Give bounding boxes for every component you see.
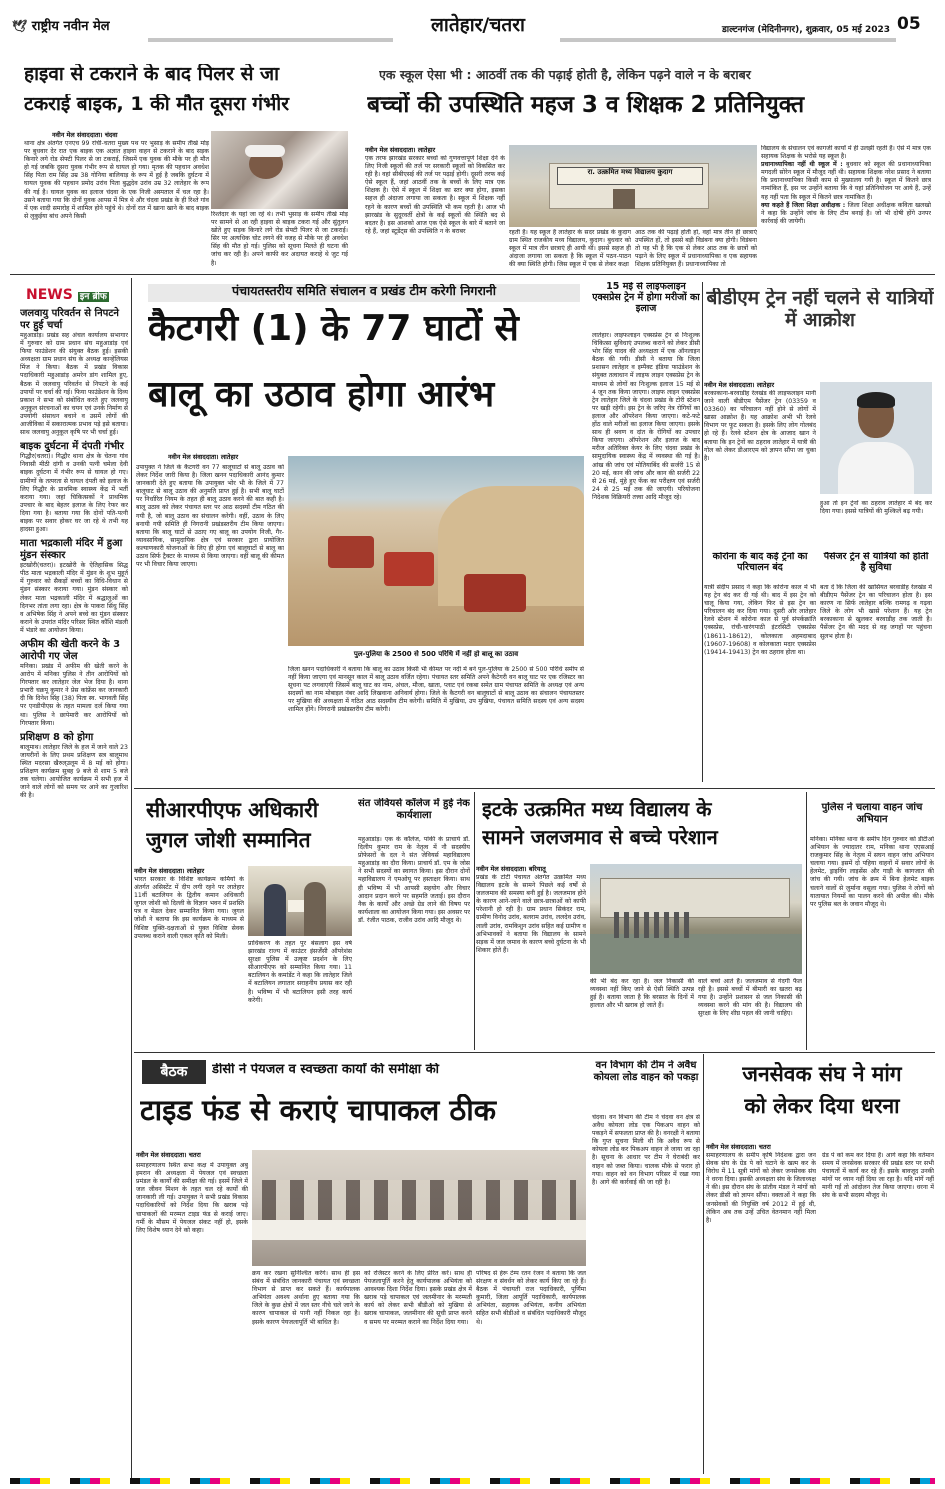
a10-body-1: समाहरणालय स्थित सभा कक्ष में उपायुक्त अबु इमरान की अध्यक्षता में पेयजल एवं स्वच्छता प्रमंडल के कार्यों की समीक्षा की गई। इसमें जिले में जल जीवन मिशन के तहत चल रहे कार्यों की जानकारी ली गई। उपायुक्त ने सभी प्रखंड विकास पदाधिकारियों को निर्देश दिया कि खराब पड़े चापाकलों की मरम्मत टाइड फंड से कराई जाए। गर्मी के मौसम में पेयजल संकट नहीं हो, इसके लिए विशेष ध्यान देने को कहा। bbox=[136, 1162, 248, 1234]
a10-body-3: को रजिस्टर करने के लिए प्रेरित करें। साथ ही पेयजलापूर्ति करने हेतु कार्यपालक अभियंता को आवश्यक दिशा निर्देश दिया। इसके प्रखंड क्षेत्र में खराब पड़े चापाकल एवं जलमीनार के मरम्मती कार्य को लेकर सभी बीडीओ को मुखिया से खराब चापाकल, जलमीनार की सूची प्राप्त करने व समय पर मरम्मत कराने का निर्देश दिया गया। bbox=[364, 1270, 472, 1326]
a5-body-4: बता दें कि जिला की खासियत बरवाडीह रेलखंड में बीडीएम पैसेंजर ट्रेन का परिचालन होता है। इस कारण ना सिर्फ लातेहार बल्कि रामगढ़ व गढ़वा जिले के लोग भी खासे परेशान हैं। यह ट्रेन बरकाकाना से खुलकर बरवाडीह तक जाती है। पैसेंजर ट्रेन की मदद से वह जगहों पर पहुंचना सुलभ होता है। bbox=[820, 584, 932, 640]
brief-items bbox=[20, 304, 128, 1474]
a3-byline: नवीन मेल संवाददाता। लातेहार bbox=[168, 453, 239, 461]
dateline: डाल्टनगंज (मेदिनीनगर), शुक्रवार, 05 मई 2023 bbox=[721, 25, 890, 35]
a2-body-1: एक तरफ झारखंड सरकार बच्चों को गुणवत्तापूर्ण शिक्षा देने के लिए निजी स्कूलों की तर्ज पर सरकारी स्कूलों को विकसित कर रही है। वहां सीबीएसई की तर्ज पर पढ़ाई होगी। दूसरी तरफ कई ऐसे स्कूल हैं, जहां आठवीं तक के बच्चों के लिए मात्र एक शिक्षक है। ऐसे में स्कूल में शिक्षा का स्तर क्या होगा, इसका सहज ही अंदाजा लगाया जा सकता है। स्कूल में शिक्षक नहीं रहने के कारण बच्चों की उपस्थिति भी कम रहती है। आज भी झारखंड के सुदूरवर्ती क्षेत्रों के कई स्कूलों की स्थिति बद से बदतर है। इस आशको आज एक ऐसे स्कूल के बारे में बताने जा रहे हैं, जहां स्टूडेंट्स की उपस्थिति न के बराबर bbox=[365, 155, 505, 235]
rule-top-section bbox=[10, 274, 935, 275]
photo-bandage bbox=[245, 145, 285, 157]
photo-children bbox=[614, 912, 694, 938]
a5-sub-1: कोरोना के बाद कई ट्रेनों का परिचालन बंद bbox=[712, 552, 808, 573]
photo-person-shirt bbox=[838, 442, 914, 494]
a10-tag: बैठक bbox=[142, 1060, 206, 1084]
a2-body-2: रहती है। यह स्कूल है लातेहार के सदर प्रखंड के कुदाग ग्राम स्थित राजकीय मध्य विद्यालय, कुदाग। बुधवार को स्कूल में मात्र तीन छात्राएं ही आयी थीं। इससे सहज ही अंदाजा लगाया जा सकता है कि स्कूल में पठन-पाठन की क्या स्थिति होगी। जिस स्कूल में एक से लेकर कक्षा bbox=[509, 229, 631, 269]
a2-body-6: जिला शिक्षा अधीक्षक कविता खलखो ने कहा कि उन्होंने जांच के लिए टीम बनाई है। जो भी दोषी होंगे उनपर कार्रवाई की जायेगी। bbox=[761, 201, 931, 225]
brief-5-headline: प्रशिक्षण 8 को होगा bbox=[20, 731, 94, 743]
news-brief-logo bbox=[26, 284, 126, 302]
photo-attendees bbox=[262, 1180, 576, 1220]
a4-body: लातेहार। लाइफलाइन एक्सप्रेस ट्रेन से निःशुल्क चिकित्सा सुविधाएं उपलब्ध कराने को लेकर डीसी भोर सिंह यादव की अध्यक्षता में एक ऑनलाइन बैठक की गयी। डीसी ने बताया कि जिला प्रशासन लातेहार व इम्पैक्ट इंडिया फाउंडेशन के संयुक्त तत्वाधान में लाइफ लाइन एक्सप्रेस ट्रेन के माध्यम से लोगों का निःशुल्क इलाज 15 मई से 4 जून तक किया जाएगा। लाइफ लाइन एक्सप्रेस ट्रेन लातेहार जिले के चंदवा प्रखंड के टोरी स्टेशन पर खड़ी रहेगी। इस ट्रेन के जरिए नेत्र रोगियों का इलाज और ऑपरेशन किया जाएगा। कटे-फटे होंठ वाले मरीजों का इलाज किया जाएगा। इसके साथ ही श्रवण व दांत के रोगियों का उपचार किया जाएगा। ऑपरेशन और इलाज के बाद मरीज अतिरिक्त केयर के लिए चंदवा प्रखंड के सामुदायिक स्वास्थ्य केंद्र में व्यवस्था की गई है। आंख की जांच एवं मोतियाबिंद की सर्जरी 15 से 20 मई, कान की जांच और कान की सर्जरी 22 से 26 मई, मुंहे हुए फेंक का परीक्षण एवं सर्जरी 24 से 25 मई तक की जाएगी। परियोजना निदेशक विक्रियरी तत्त्वा आदि मौजूद रहे। bbox=[592, 332, 700, 501]
a3-headline-1: कैटगरी (1) के 77 घाटों से bbox=[148, 308, 519, 349]
photo-tractor-1 bbox=[328, 536, 374, 568]
a6-headline-2: जुगल जोशी सम्मानित bbox=[146, 828, 311, 852]
photo-person-hair bbox=[857, 392, 895, 408]
a5-photo-passenger bbox=[820, 382, 932, 494]
article-sand-ghats bbox=[134, 278, 589, 786]
photo-officer-2 bbox=[304, 882, 326, 936]
a3-photo-caption: पुल-पुलिया के 2500 से 500 परिधि में नहीं हो बालू का उठाव bbox=[353, 650, 519, 658]
a6-photo-ceremony bbox=[248, 866, 352, 936]
photo-officer-1 bbox=[264, 884, 286, 936]
article-bike-accident bbox=[10, 48, 350, 272]
photo-table bbox=[252, 1220, 586, 1240]
a10-kicker: डीसी ने पेयजल व स्वच्छता कार्यों की समीक्षा की bbox=[212, 1063, 440, 1077]
a10-body-2: क्रय कर रखना सुनिश्चित करेंगे। साथ ही इस संबंध में संबंधित जानकारी पंचायत एवं स्वच्छता विभाग से प्राप्त कर सकते हैं। कार्यपालक अभियंता अवश्य अर्थाना हुए बताया गया कि जिले के कुछ क्षेत्रों में जल स्तर नीचे चले जाने के कारण चापाकल से पानी नहीं निकल रहा है। इसके कारण पेयजलापूर्ति भी बाधित है। bbox=[252, 1270, 360, 1326]
a11-headline: वन विभाग की टीम ने अवैध कोयला लोड वाहन को पकड़ा bbox=[593, 1060, 699, 1083]
a10-headline: टाइड फंड से कराएं चापाकल ठीक bbox=[140, 1094, 496, 1127]
rule-waterlog bbox=[806, 792, 807, 1050]
a8-photo-school-pond bbox=[590, 864, 802, 974]
page-number: 05 bbox=[897, 14, 921, 34]
a5-body-2: हुआ तो इन ट्रेनों का ठहराव लातेहार में बंद कर दिया गया। इससे यात्रियों की मुश्किलें बढ़ गयी। bbox=[820, 500, 932, 516]
a12-byline: नवीन मेल संवाददाता। चतरा bbox=[706, 1143, 771, 1151]
a10-photo-meeting bbox=[252, 1150, 586, 1266]
a2-kicker: एक स्कूल ऐसा भी : आठवीं तक की पढ़ाई होती है, लेकिन पढ़ने वाले न के बराबर bbox=[379, 68, 751, 82]
a9-headline: पुलिस ने चलाया वाहन जांच अभियान bbox=[821, 802, 923, 825]
article-lifeline-express bbox=[590, 282, 702, 782]
section-title: लातेहार/चतरा bbox=[431, 14, 525, 36]
article-bdm-train bbox=[704, 282, 935, 782]
a9-body: मनिका। मनिका थाना के समीप दिन गुरुवार को डीटीओ अभियान के ज्यादातर राम, मनिका थाना एएसआई राजकुमार सिंह के नेतृत्व में सघन वाहन जांच अभियान चलाया गया। इसमें दो पहिया वाहनों में सवार लोगों के हेलमेट, ड्राइविंग लाइसेंस और गाड़ी के कागजात की जांच की गयी। जांच के क्रम में बिना हेलमेट बाइक चलाने वालों से जुर्माना वसूला गया। पुलिस ने लोगों को यातायात नियमों का पालन करने की अपील की। मौके पर पुलिस बल के जवान मौजूद थे। bbox=[810, 836, 934, 908]
a6-headline-1: सीआरपीएफ अधिकारी bbox=[146, 798, 319, 822]
brief-3-headline: माता भद्रकाली मंदिर में हुआ मुंडन संस्कार bbox=[20, 538, 123, 562]
school-sign: रा. उत्क्रमित मध्य विद्यालय कुदाग bbox=[557, 167, 703, 185]
rule-lifeline bbox=[702, 282, 703, 782]
rule-xaviers bbox=[474, 792, 475, 1050]
a3-headline-2: बालू का उठाव होगा आरंभ bbox=[148, 374, 495, 415]
a12-body-2: ग्रेड पे को कम कर दिया है। आगे कहा कि वर्तमान समय में जनसेवक सरकार की प्रखंड स्तर पर सभी पंचायतों में कार्य कर रहे हैं। इसके बावजूद उनकी मांगों पर ध्यान नहीं दिया जा रहा है। यदि मांगें नहीं मानी गईं तो आंदोलन तेज किया जाएगा। धरना में संघ के सभी सदस्य मौजूद थे। bbox=[822, 1152, 934, 1200]
brief-3-body: इटखोरी(चतरा)। इटखोरी के ऐतिहासिक सिद्ध पीठ माता भद्रकाली मंदिर में मुंडन के शुभ मुहूर्त में गुरुवार को सैकड़ों बच्चों का विधि-विधान से मुंडन संस्कार कराया गया। मुंडन संस्कार को लेकर माता भद्रकाली मंदिर में श्रद्धालुओं का दिनभर तांता लगा रहा। क्षेत्र के पाकरा सिंधु सिंह व अभिषेक सिंह ने अपने बच्चे का मुंडन संस्कार कराने के उपरांत मंदिर परिसर स्थित कौशि मंडली में भंडारे का आयोजन किया। bbox=[20, 562, 128, 634]
a3-body-2: जिला खनन पदाधिकारी ने बताया कि बालू का उठाव किसी भी कीमत पर नदी में बने पुल-पुलिया के 2500 से 500 परिधि समीप से नहीं किया जाएगा एवं मानसून काल में बालू उठाव वर्जित रहेगा। पंचायत स्तर समिति अपने कैटेगरी वन बालू घाट पर एक रजिस्टर का सूचना पट लगवाएगी जिसमें बालू घाट का नाम, अंचल, मौजा, खाता, प्लाट एवं रकबा समेत ग्राम पंचायत समिति के अध्यक्ष एवं अन्य सदस्यों का नाम मोबाइल नंबर आदि लिखवाना अनिवार्य होगा। जिले के कैटगरी वन बालूघाटों से बालू उठाव का संचालन पंचायतस्तर पर मुखिया की अध्यक्षता में गठित आठ सदस्यीय टीम करेगी। समिति में मुखिया, उप मुखिया, पंचायत समिति सदस्य एवं अन्य सदस्य शामिल होंगे। निगरानी प्रखंडस्तरीय टीम करेगी। bbox=[288, 666, 584, 714]
photo-certificate bbox=[288, 900, 304, 912]
a12-body-1: समाहरणालय के समीप कृषि निदेशक द्वारा जन सेवक संघ के ग्रेड पे को घटाने के खत्म कर के विरोध में 11 सूत्री मांगों को लेकर जनसेवक संघ ने धरना दिया। इसकी अध्यक्षता संघ के जिलाध्यक्ष ने की। इस दौरान संघ के प्रांतीय मंडल ने मांगों को लेकर डीसी को ज्ञापन सौंपा। वक्ताओं ने कहा कि जनसेवकों की नियुक्ति वर्ष 2012 में हुई थी, लेकिन अब तक उन्हें उचित वेतनमान नहीं मिला है। bbox=[706, 1152, 816, 1224]
brief-2-headline: बाइक दुर्घटना में दंपती गंभीर bbox=[20, 441, 124, 453]
a5-byline: नवीन मेल संवाददाता। लातेहार bbox=[704, 381, 775, 389]
a5-sub-2: पैसेंजर ट्रेन से यात्रियों को होती है सुविधा bbox=[823, 552, 929, 573]
article-dc-review bbox=[134, 1054, 589, 1474]
a1-byline: नवीन मेल संवाददाता। चंदवा bbox=[52, 131, 118, 139]
a6-body-2: प्राधिकरण के तहत पुर बंसलाग इस वर्ष झारखंड राज्य में काउंटर इंसर्जेंसी ऑपरेशंस सुरक्षा पुलिस में उत्कृष्ट प्रदर्शन के लिए सीआरपीएफ को सम्मानित किया गया। 11 बटालियन के कमांडेंट ने कहा कि लातेहार जिले में बटालियन लगातार सराहनीय प्रयास कर रही है। भविष्य में भी बटालियन इसी तरह कार्य करेगी। bbox=[248, 940, 352, 1004]
masthead-logo bbox=[12, 16, 182, 36]
a1-body-2: रिश्तेदार के यहां जा रहे थे। तभी भुसाड़ के समीप तीखे मोड़ पर सामने से आ रही हाइवा से बाइक टकरा गई और सुंतुलन खोते हुए सड़क किनारे लगे रोड सेफ्टी पिलर से जा टकराई। सिर पर अत्यधिक चोट लगने की वजह से मौके पर ही अवधेश सिंह की मौत हो गई। पुलिस को सूचना मिलते ही घटना की जांच कर रही है। अपने काफी कर अदायत कराहे थे जुट गई है। bbox=[211, 211, 348, 267]
news-logo-sub: इन ब्रीफ bbox=[79, 292, 107, 302]
a3-body-1: उपायुक्त ने जिले के कैटगरी वन 77 बालूघाटों से बालू उठाव को लेकर निर्देश जारी किया है। जिला खनन पदाधिकारी आनंद कुमार जानकारी देते हुए बताया कि उपायुक्त भोर भी के जिले में 77 बालूघाट से बालू उठाव की अनुमति प्राप्त हुई है। सभी बालू घाटों पर निर्धारित नियम के तहत ही बालू उठाव करने की बात कही है। बालू उठाव को लेकर पंचायत स्तर पर आठ सदस्यों टीम गठित की गयी है, जो बालू उठाव का संचालन करेगी। वहीं, उठाव के लिए बनायी गयी समिति ही निगरानी प्रखंडस्तरीय टीम किया जाएगा। बताया कि बालू घाटों से उठाए गए बालू का उपयोग निजी, गैर-व्यावसायिक, सामुदायिक क्षेत्र एवं सरकार द्वारा प्रायोजित कल्याणकारी योजनाओं के लिए ही होगा एवं बालूघाटों से बालू का उठाव सिर्फ ट्रैक्टर के माध्यम से किया जाएगा। वहीं बालू की कीमत पर भी विचार किया जाएगा। bbox=[136, 464, 284, 569]
paper-name: राष्ट्रीय नवीन मेल bbox=[31, 19, 110, 34]
a4-headline: 15 मई से लाइफलाइन एक्सप्रेस ट्रेन में होगा मरीजों का इलाज bbox=[592, 282, 700, 314]
article-school-attendance bbox=[355, 48, 935, 274]
a6-body-1: भारत सरकार के विशिष्ट कार्यक्रम कर्मियों के अंतर्गत असिस्टेंट में दीप लगी रहने पर लातेहार 11वीं बटालियन के द्वितीय कमान अधिकारी जुगल जोशी को दिल्ली के विज्ञान भवन में प्रशस्ति पत्र व मेडल देकर सम्मानित किया गया। जुगल जोशी ने बताया कि इस कार्यक्रम के माध्यम से विशिष्ट युक्ति-दक्षताओं से युक्त विशिष्ट सेवक उपलब्ध कराने वाली एकल कृति को मिली। bbox=[134, 876, 244, 940]
a2-sub-2: क्या कहते हैं जिला शिक्षा अधीक्षक : bbox=[761, 201, 846, 209]
a2-body-3: आठ तक की पढ़ाई होती हो, वहां मात्र तीन ही छात्राएं उपस्थित हों, तो इससे बड़ी विडंबना क्या होगी। विडंबना तो यह भी है कि एक से लेकर आठ तक के छात्रों को पढ़ाने के लिए स्कूल में प्रधानाध्यापिका व एक सहायक शिक्षक प्रतिनियुक्त हैं। प्रधानाध्यापिका तो bbox=[635, 229, 757, 269]
brief-2-body: गिद्धौर(चतरा)। गिद्धौर थाना क्षेत्र के चेतना गांव निवासी मीठी दांगी व उनकी पत्नी चमेला देवी बाइक दुर्घटना में गंभीर रूप से घायल हो गए। ग्रामीणों के तत्परता से घायल दंपती को इलाज के लिए गिद्धौर के प्राथमिक स्वास्थ्य केंद्र में भर्ती कराया गया। जहां चिकित्सकों ने प्राथमिक उपचार के बाद बेहतर इलाज के लिए रेफर कर दिया गया है। बताया गया कि दोनों पति-पत्नी बाइक पर सवार होकर घर जा रहे थे तभी यह हादसा हुआ। bbox=[20, 453, 128, 534]
photo-tractor-3 bbox=[464, 574, 526, 612]
masthead-bar-right bbox=[560, 38, 896, 42]
a10-body-4: परिषद से हेरू टेम्प रतन रंजन ने बताया कि जल संरक्षण व संवर्धन को लेकर कार्य किए जा रहे हैं। बैठक में पंचायती राज पदाधिकारी, पूर्णिमा कुमारी, जिला आपूर्ति पदाधिकारी, कार्यपालक अभियंता, सहायक अभियंता, कनीय अभियंता सहित सभी बीडीओ व संबंधित पदाधिकारी मौजूद थे। bbox=[476, 1270, 586, 1326]
a12-headline-2: को लेकर दिया धरना bbox=[744, 1094, 900, 1118]
a2-photo-school bbox=[509, 145, 757, 227]
a10-byline: नवीन मेल संवाददाता। चतरा bbox=[136, 1151, 201, 1159]
footer-strip bbox=[10, 1478, 935, 1484]
photo-tractor-2 bbox=[384, 552, 434, 586]
a1-headline-2: टकराई बाइक, 1 की मौत दूसरा गंभीर bbox=[24, 94, 290, 115]
a2-byline: नवीन मेल संवाददाता। लातेहार bbox=[365, 146, 436, 154]
article-waterlogging bbox=[476, 792, 804, 1050]
a12-headline-1: जनसेवक संघ ने मांग bbox=[742, 1062, 902, 1086]
article-forest-coal bbox=[592, 1054, 702, 1474]
a5-headline: बीडीएम ट्रेन नहीं चलने से यात्रियों में आक्रोश bbox=[706, 288, 934, 331]
article-st-xaviers bbox=[358, 792, 472, 1050]
masthead bbox=[0, 0, 945, 42]
a7-headline: संत जेवियर्स कॉलेज में हुई नेक कार्यशाला bbox=[358, 798, 470, 821]
a2-headline: बच्चों की उपस्थिति महज 3 व शिक्षक 2 प्रतिनियुक्त bbox=[367, 92, 805, 118]
a5-body-1: बरकाकाना-बरवाडीह रेलखंड की लाइफलाइन मानी जाने वाली बीडीएम पैसेंजर ट्रेन (03359 व 03360) का परिचालन नहीं होने से लोगों में खासा आक्रोश है। यह आक्रोश अभी भी रेलवे विभाग पर फूट सकता है। इसके लिए लोग गोलबंद हो रहे हैं। रेलवे स्टेशन क्षेत्र के आजाद खान ने बताया कि इन ट्रेनों का ठहराव लातेहार में यात्री की गोल को लेकर डीआरएम को ज्ञापन सौंपा जा चुका है। bbox=[704, 390, 816, 462]
a5-body-3: यात्री संदीप प्रसाद ने कहा कि कोरोना काल में भी यह ट्रेन बंद कर दी गई थी। बाद में इस ट्रेन को चालू किया गया, लेकिन फिर से इस ट्रेन का परिचालन बंद कर दिया गया। दूसरी ओर लातेहार रेलवे स्टेशन में कोरोना काल से पूर्व संपर्कक्रांति एक्सप्रेस, रांची-चारंगपाठी इंटरसिटी एक्सप्रेस (18611-18612), कोलकाता अहमदाबाद (19607-19608) व कोलकाता मदार एक्सप्रेस (19414-19413) ट्रेन का ठहराव होता था। bbox=[704, 584, 816, 656]
a2-body-5: बुधवार को स्कूल की प्रधानाध्यापिका मगदली सोरेन स्कूल में मौजूद नहीं थी। सहायक शिक्षक नरेश प्रसाद ने बताया कि प्रधानाध्यापिका किसी काम से मुख्यालय गयी है। स्कूल में कितने छात्र नामांकित हैं, इस पर उन्होंने बताया कि वे यहां प्रतिनियोजन पर आये हैं, उन्हें यह नहीं पता कि स्कूल में कितने छात्र नामांकित हैं। bbox=[761, 161, 931, 201]
a2-sub-1: प्रधानाध्यापिका नहीं थी स्कूल में : bbox=[761, 161, 843, 169]
bird-icon: 🕊 bbox=[12, 19, 28, 33]
masthead-bar-left bbox=[148, 38, 393, 42]
a7-body: महुआडांड़। एक के कॉलेज, पांकी के प्राचार्य डॉ. दिलीप कुमार राम के नेतृत्व में नौ सदस्यीय प्रोफेसरों के दल ने संत जेवियर्स महाविद्यालय महुआडांड़ का दौरा किया। प्राचार्य डॉ. एम के जोस ने सभी सदस्यों का स्वागत किया। इस दौरान दोनों महाविद्यालय ने एमओयू पर हस्ताक्षर किया। साथ ही भविष्य में भी आपसी सहयोग और विचार आदान प्रदान करने पर सहमति जताई। इस दौरान नैक के कार्यों और अच्छे ग्रेड लाने की विषय पर कार्यशाला का आयोजन किया गया। इस अवसर पर डॉ. रंजीत पाठक, राजीव उरांव आदि मौजूद थे। bbox=[358, 836, 470, 924]
a2-body-4 bbox=[761, 145, 931, 273]
brief-5-body: बालूमाथ। लातेहार जिले के हज में जाने वाले 23 जायरीनों के लिए प्रथम प्रशिक्षण सत्र बालूमाथ स्थित मदरसा खैरुल्उलूम में 8 मई को होगा। प्रशिक्षण कार्यक्रम सुबह 9 बजे से शाम 5 बजे तक चलेगा। आयोजित कार्यक्रम में सभी हज में जाने वाले लोगों को समय पर आने का गुजारिश की है। bbox=[20, 743, 128, 800]
a8-body-2: की भी बंद कर रहा है। जल निकासी की व्यवस्था नहीं किए जाने से ऐसी स्थिति उत्पन्न हुई है। बताया जाता है कि बरसात के दिनों में हालात और भी खराब हो जाते हैं। bbox=[590, 978, 694, 1010]
rule-forest bbox=[703, 1054, 704, 1474]
brief-1-body: महुआडांड़। प्रखंड सह अंचल कार्यालय सभागार में गुरुवार को ग्राम प्रधान संघ महुआडांड़ एवं फिया फाउंडेशन की संयुक्त बैठक हुई। इसकी अध्यक्षता ग्राम प्रधान संघ के अध्यक्ष कान्हेलियस मिंज ने किया। बैठक में प्रखंड विकास पदाधिकारी महुआडांड़ अमरेन डांग शामिल हुए, बैठक में जलवायु परिवर्तन से निपटने के कई उपायों पर चर्चा की गई। फिया फाउंडेशन के दिव्य प्रकाश ने सभा को संबोधित करते हुए जलवायु अनुकूल संरचनाओं का चयन एवं उनके निर्माण से उपयोगी संसाधन बचाने व उसमें लोगों की आजीविका में सकारात्मक प्रभाव पड़े इसे बताया। साथ जलवायु अनुकूल कृषि पर भी चर्चा हुई। bbox=[20, 332, 128, 437]
rule-brief-divider bbox=[131, 278, 132, 1478]
a8-headline-2: सामने जलजमाव से बच्चे परेशान bbox=[482, 826, 718, 849]
article-crpf-honour bbox=[134, 792, 354, 1050]
photo-school-door bbox=[613, 189, 635, 209]
a11-body: चंदवा। वन विभाग की टीम ने चंदवा वन क्षेत्र से अवैध कोयला लोड एक पिकअप वाहन को पकड़ने में सफलता प्राप्त की है। वनरक्षी ने बताया कि गुप्त सूचना मिली थी कि अवैध रूप से कोयला लोड कर पिकअप वाहन ले जाया जा रहा है। सूचना के आधार पर टीम ने घेराबंदी कर वाहन को जब्त किया। चालक मौके से फरार हो गया। वाहन को वन विभाग परिसर में रखा गया है। आगे की कार्रवाई की जा रही है। bbox=[592, 1114, 700, 1186]
rule-lower-section bbox=[134, 1052, 935, 1053]
a8-headline-1: इटके उत्क्रमित मध्य विद्यालय के bbox=[482, 798, 712, 821]
article-jansevak-dharna bbox=[706, 1054, 935, 1474]
a6-byline: नवीन मेल संवाददाता। लातेहार bbox=[134, 867, 205, 875]
a3-photo-tractors bbox=[288, 456, 584, 646]
a2-body-4-text: विद्यालय के संचालन एवं कागजी कार्यों में ही उलझी रहती हैं। ऐसे में मात्र एक सहायक शिक्षक के भरोसे यह स्कूल है। bbox=[761, 145, 931, 161]
a8-body-3: वाले बच्चे आते हैं। जलजमाव से गंदगी फैल रही है। इससे बच्चों में बीमारी का खतरा बढ़ गया है। उन्होंने प्रशासन से जल निकासी की व्यवस्था करने की मांग की है। विद्यालय की सुरक्षा के लिए शीघ्र पहल की जानी चाहिए। bbox=[698, 978, 802, 1018]
a8-byline: नवीन मेल संवाददाता। बरियातू bbox=[476, 865, 546, 873]
brief-4-headline: अफीम की खेती करने के 3 आरोपी गए जेल bbox=[20, 639, 121, 662]
brief-4-body: मनिका। प्रखंड में अफीम की खेती करने के आरोप में मनिका पुलिस ने तीन आरोपियों को गिरफ्तार कर लातेहार जेल भेज दिया है। थाना प्रभारी चक्रपू कुमार ने प्रेस कांफ्रेंस कर जानकारी दी कि दिनेश सिंह (38) पिता स्व. भागवती सिंह पर एनडीपीएस के तहत मामला दर्ज किया गया था। पुलिस ने छापेमारी कर आरोपियों को गिरफ्तार किया। bbox=[20, 663, 128, 727]
photo-water-pool bbox=[590, 934, 802, 974]
a1-headline-1: हाइवा से टकराने के बाद पिलर से जा bbox=[24, 64, 280, 85]
news-in-brief bbox=[10, 278, 130, 1478]
a1-body-1: थाना क्षेत्र अंतर्गत एनएच 99 रांची-चतरा मुख्य पथ पर भुसाड़ के समीप तीखे मोड़ पर बुधवार देर रात एक बाइक एक अज्ञात हाइवा वाहन से टकराने के बाद सड़क किनारे लगे रोड सेफ्टी पिलर से जा टकराई, जिसमें एक युवक की मौके पर ही मौत हो गई जबकि दूसरा युवक गंभीर रूप से घायल हो गया। मृतक की पहचान अवधेश सिंह पिता राम सिंह उम्र 38 गोनिया बालियाड़ के रूप में हुई है जबकि दुर्घटना में घायल युवक की पहचान प्रमोद उरांव पिता बुद्धदेव उरांव उम्र 32 लातेहार के रूप की गई है। घायल युवक का इलाज चंदवा के एक निजी अस्पताल में चल रहा है। उसने बताया गया कि दोनों युवक आपस में मित्र थे और चंदवा प्रखंड के ही रिश्ते गांव में एक शादी समारोह में शामिल होने पहुंचे थे। दोनों रात में खाना खाने के बाद बाइक से लुकुईया बांध अपने किसी bbox=[24, 140, 209, 220]
rule-mid-section bbox=[134, 788, 935, 789]
a1-photo-hospital bbox=[211, 131, 348, 209]
news-logo-word: NEWS bbox=[26, 287, 73, 302]
a3-kicker: पंचायतस्तरीय समिति संचालन व प्रखंड टीम करेगी निगरानी bbox=[148, 284, 580, 302]
article-vehicle-check bbox=[808, 792, 935, 1050]
a8-body-1: प्रखंड के टोटी पंचायत अंतर्गत उत्क्रमित मध्य विद्यालय इटके के सामने पिछले कई वर्षों से जलजमाव की समस्या बनी हुई है। जलजमाव होने के कारण आने-जाने वाले छात्र-छात्राओं को काफी परेशानी हो रही है। ग्राम प्रधान सिकंदर राम, ग्रामीण विनोद उरांव, बलराम उरांव, ललदेव उरांव, लाली उरांव, रामकिशुन उरांव सहित कई ग्रामीण व अभिभावकों ने बताया कि विद्यालय के सामने सड़क में जल जमाव के कारण बच्चे दुर्घटना के भी शिकार होते हैं। bbox=[476, 874, 586, 954]
brief-1-headline: जलवायु परिवर्तन से निपटने पर हुई चर्चा bbox=[20, 308, 119, 331]
